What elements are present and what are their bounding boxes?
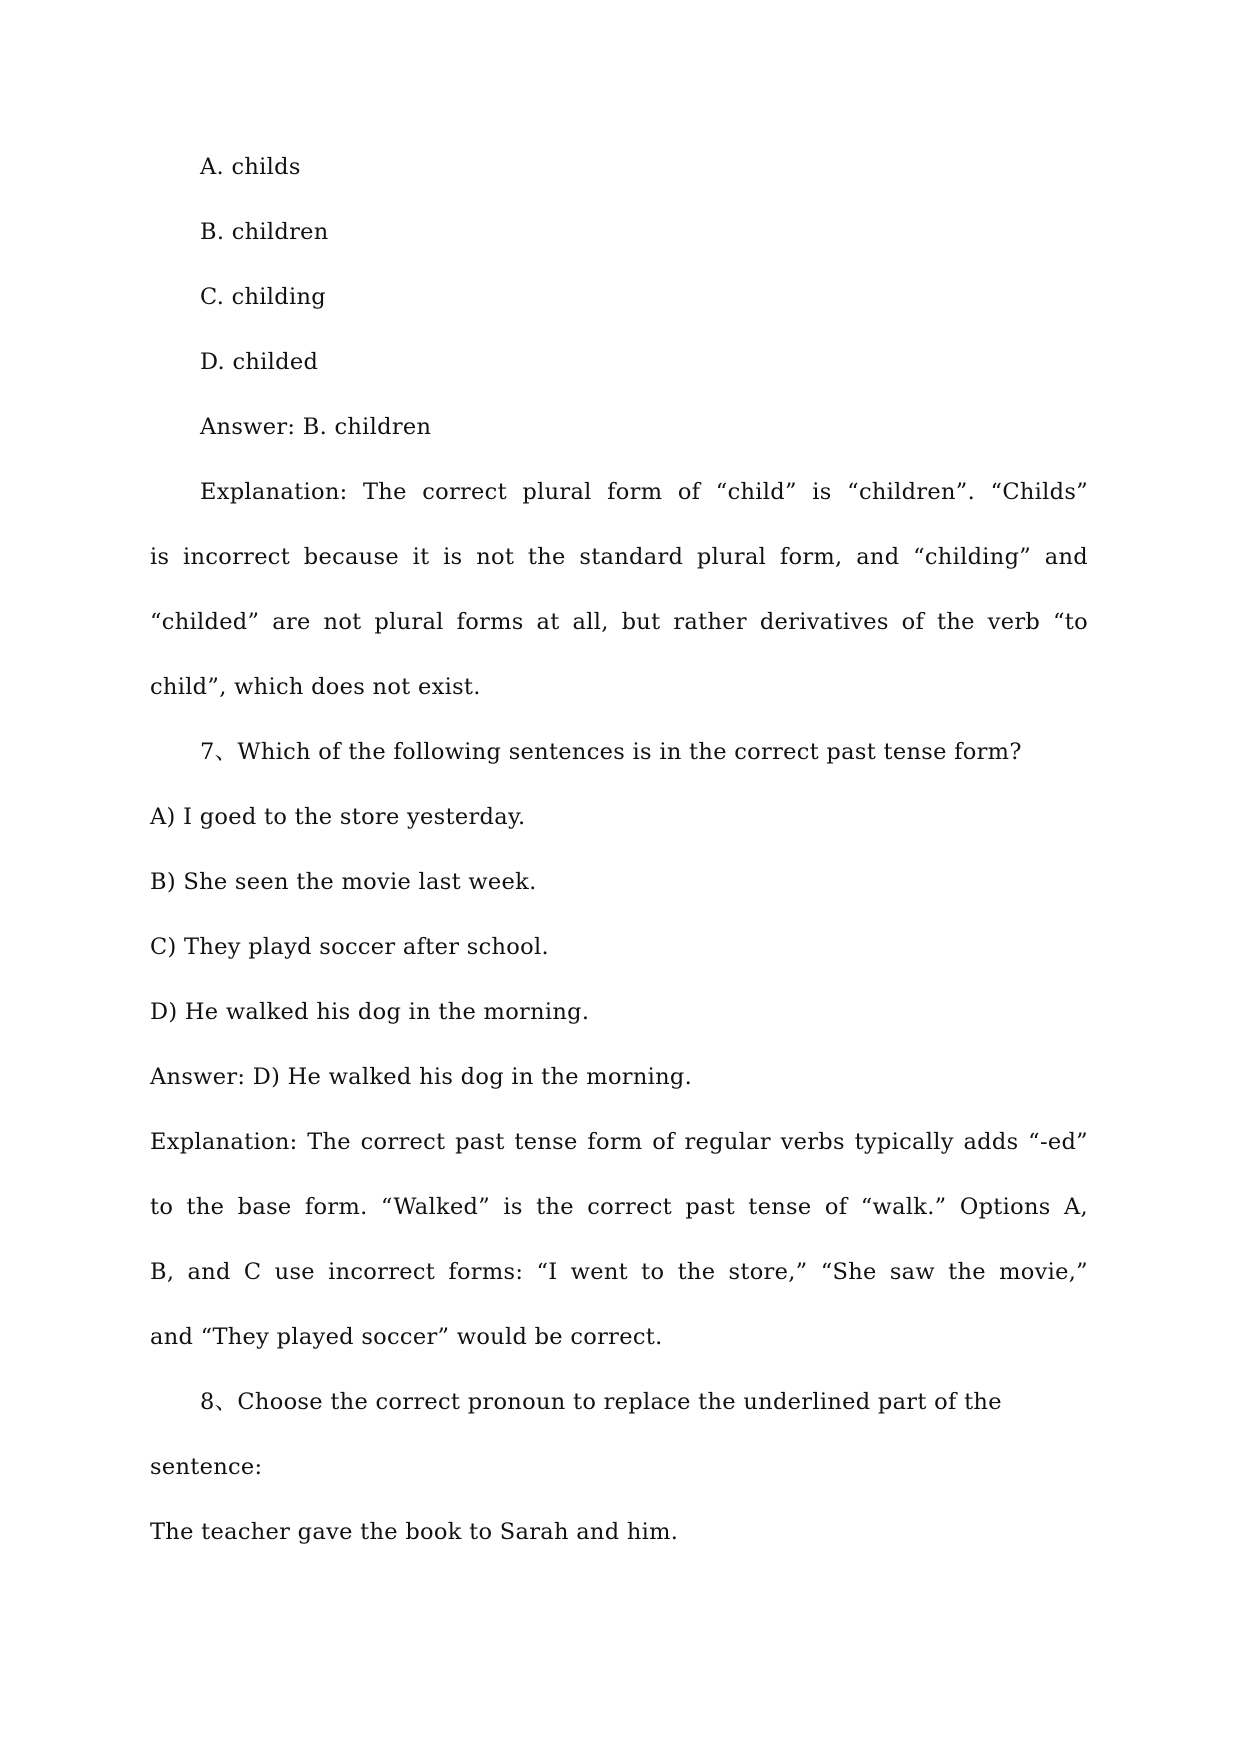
q6-explanation-line: is incorrect because it is not the standard plural form, and “childing” and (150, 544, 1088, 570)
q6-option-d: D. childed (200, 349, 319, 375)
q6-option-b: B. children (200, 219, 329, 245)
q6-explanation-line: child”, which does not exist. (150, 674, 481, 700)
q8-question-continued: sentence: (150, 1454, 263, 1480)
q7-explanation-line: and “They played soccer” would be correct. (150, 1324, 663, 1350)
q8-question: 8、Choose the correct pronoun to replace the underlined part of the (200, 1389, 1002, 1415)
q7-explanation-line: B, and C use incorrect forms: “I went to the store,” “She saw the movie,” (150, 1259, 1088, 1285)
q7-option-c: C) They playd soccer after school. (150, 934, 549, 960)
q7-option-b: B) She seen the movie last week. (150, 869, 537, 895)
q6-option-c: C. childing (200, 284, 326, 310)
q7-option-d: D) He walked his dog in the morning. (150, 999, 590, 1025)
q6-answer: Answer: B. children (200, 414, 432, 440)
q7-explanation-line: Explanation: The correct past tense form of regular verbs typically adds “-ed” (150, 1129, 1088, 1155)
q7-explanation-line: to the base form. “Walked” is the correct past tense of “walk.” Options A, (150, 1194, 1088, 1220)
q6-explanation-line: Explanation: The correct plural form of “child” is “children”. “Childs” (200, 479, 1088, 505)
q7-question: 7、Which of the following sentences is in the correct past tense form? (200, 739, 1022, 765)
q8-sentence: The teacher gave the book to Sarah and him. (150, 1519, 679, 1545)
q7-answer: Answer: D) He walked his dog in the morning. (150, 1064, 693, 1090)
q7-option-a: A) I goed to the store yesterday. (150, 804, 526, 830)
q6-option-a: A. childs (200, 154, 301, 180)
q6-explanation-line: “childed” are not plural forms at all, but rather derivatives of the verb “to (150, 609, 1088, 635)
